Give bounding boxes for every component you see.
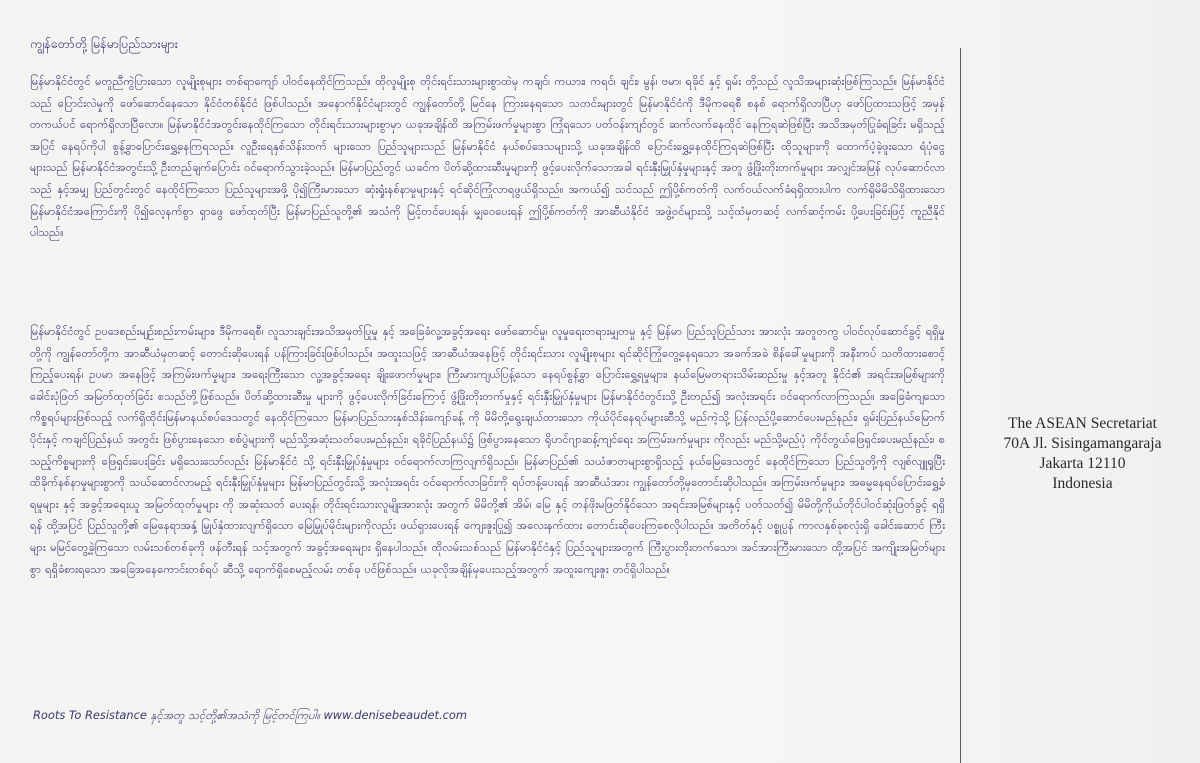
paragraph-1: မြန်မာနိုင်ငံတွင် မတူညီကွဲပြားသော လူမျိုးစုများ တစ်ရာကျော် ပါဝင်နေထိုင်ကြသည်။ ထိုလူမျိုးစု တိုင်းရင်းသားများစွာထဲမှ ကချင်၊ ကယား၊ ကရင်၊ ချင်း၊ မွန်၊ ဗမာ၊ ရခိုင် နှင့် ရှမ်း တို့သည် လူသိအများဆုံးဖြစ်ကြသည်။ မြန်မာနိုင်ငံသည် ပြောင်းလဲမှုကို ဖော်ဆောင်နေသော နိုင်ငံတစ်နိုင်ငံ ဖြစ်ပါသည်။ အနောက်နိုင်ငံများတွင် ကျွန်တော်တို့ မြင်နေ ကြားနေရသော သတင်းများတွင် မြန်မာနိုင်ငံကို ဒီမိုကရေစီ စနစ် ရောက်ရှိလာပြီဟု ဖော်ပြထားသဖြင့် အမှန်တကယ်ပင် ရောက်ရှိလာပြီလော။ မြန်မာနိုင်ငံအတွင်းနေထိုင်ကြသော တိုင်းရင်းသားများစွာမှာ ယခုအချိန်ထိ အကြမ်းဖက်မှုများစွာ ကြုံရသော ပတ်ဝန်းကျင်တွင် ဆက်လက်နေထိုင် နေကြရဆဲဖြစ်ပြီး အသိအမှတ်ပြုခံရခြင်း မရှိသည့်အပြင် နေရပ်ကိုပါ စွန့်ခွာပြောင်းရွှေ့နေကြရသည်။ လူဦးရေနှစ်သိန်းထက် များသော ပြည်သူများသည် မြန်မာနိုင်ငံ နယ်စပ်ဒေသများသို့ ယခုအချိန်ထိ ပြောင်းရွှေ့နေထိုင်ကြရဆဲဖြစ်ပြီး ထိုသူများကို ထောက်ပံ့ခဲ့ဖူးသော ရံပုံငွေများသည် မြန်မာနိုင်ငံအတွင်းသို့ ဦးတည်ချက်ပြောင်း ဝင်ရောက်သွားခဲ့သည်။ မြန်မာပြည်တွင် ယခင်က ပိတ်ဆို့ထားဆီးမှုများကို ဖွင့်ပေးလိုက်သောအခါ ရင်းနှီးမြှုပ်နှံမှုများနှင့် အတူ ဖွံ့ဖြိုးတိုးတက်မှုများ အလျှင်အမြန် လုပ်ဆောင်လာသည် နှင့်အမျှ ပြည်တွင်းတွင် နေထိုင်ကြသော ပြည်သူများအဖို့ ပို၍ကြီးမားသော ဆုံးရှုံးနစ်နာမှုများနှင့် ရင်ဆိုင်ကြုံလာရဖွယ်ရှိသည်။ အကယ်၍ သင်သည် ဤပို့စ်ကတ်ကို လက်ဝယ်လက်ခံရရှိထားပါက လက်ရှိမိမိသိရှိထားသော မြန်မာနိုင်ငံအကြောင်းကို ပို၍လေ့နက်စွာ ရှာဖွေ ဖော်ထုတ်ပြီး မြန်မာပြည်သူတို့၏ အသံကို မြင့်တင်ပေးရန်၊ မျှဝေပေးရန် ဤပို့စ်ကတ်ကို အာဆီယံနိုင်ငံ အဖွဲ့ဝင်များသို့ သင့်ထံမှတဆင့် လက်ဆင့်ကမ်း ပို့ပေးခြင်းဖြင့် ကူညီနိုင်ပါသည်။ (30, 74, 945, 240)
address-line-3: Jakarta 12110 (1039, 455, 1126, 472)
address-line-2: 70A Jl. Sisingamangaraja (1003, 435, 1162, 452)
address-line-1: The ASEAN Secretariat (1008, 415, 1157, 432)
divider-line (960, 48, 961, 763)
signature-line: Roots To Resistance နှင့်အတူ သင့်တို့၏အသံကို မြင့်တင်ကြပါ။ www.denisebeaudet.com (33, 708, 467, 722)
salutation: ကျွန်တော်တို့ မြန်မာပြည်သားများ (30, 36, 179, 51)
paragraph-2: မြန်မာနိုင်ငံတွင် ဥပဒေစည်းမျဉ်းစည်းကမ်းများ၊ ဒီမိုကရေစီ၊ လူသားချင်းအသိအမှတ်ပြုမှု နှင့် အခြေခံလူ့အခွင့်အရေး ဖော်ဆောင်မှု၊ လူမှုရေးတရားမျှတမှု နှင့် မြန်မာ ပြည်သူပြည်သား အားလုံး အတူတကွ ပါဝင်လုပ်ဆောင်ခွင့် ရရှိမှု တို့ကို ကျွန်တော်တို့က အာဆီယံမှတဆင့် တောင်းဆိုပေးရန် ပန်ကြားခြင်းဖြစ်ပါသည်။ အထူးသဖြင့် အာဆီယံအနေဖြင့် တိုင်းရင်းသား လူမျိုးစုများ ရင်ဆိုင်ကြုံတွေ့နေရသော အခက်အခဲ စိန်ခေါ်မှုများကို အနီးကပ် သတိထားစောင့်ကြည့်ပေးရန်၊ ဥပမာ အနေဖြင့် အကြမ်းဖက်မှုများ၊ အရေးကြီးသော လူ့အခွင့်အရေး ချိုးဖောက်မှုများ၊ ကြီးမားကျယ်ပြန့်သော နေရပ်စွန့်ခွာ ပြောင်းရွှေ့ရမှုများ၊ နယ်မြေမတရားသိမ်းဆည်းမှု နှင့်အတူ နိုင်ငံ၏ အရင်းအမြစ်များကို ခေါင်းပုံဖြတ် အမြတ်ထုတ်ခြင်း စသည်တို့ဖြစ်သည်။ ပိတ်ဆို့ထားဆီးမှု များကို ဖွင့်ပေးလိုက်ခြင်းကြောင့် ဖွံ့ဖြိုးတိုးတက်မှုနှင့် ရင်းနှီးမြှုပ်နှံမှုများ မြန်မာနိုင်ငံတွင်းသို့ ဦးတည်၍ အလုံးအရင်း ဝင်ရောက်လာကြသည်။ အခြေခံကျသော ကိစ္စရပ်များဖြစ်သည့် လက်ရှိထိုင်းမြန်မာနယ်စပ်ဒေသတွင် နေထိုင်ကြသော မြန်မာပြည်သားနှစ်သိန်းကျော်ခန့် ကို မိမိတို့ရွေးချယ်ထားသော ကိုယ်ပိုင်နေရပ်များဆီသို့ မည်ကဲ့သို့ ပြန်လည်ပို့ဆောင်ပေးမည်နည်း၊ ရှမ်းပြည်နယ်မြောက်ပိုင်းနှင့် ကချင်ပြည်နယ် အတွင်း ဖြစ်ပွားနေသော စစ်ပွဲများကို မည်သို့အဆုံးသတ်ပေးမည်နည်း၊ ရခိုင်ပြည်နယ်၌ ဖြစ်ပွားနေသော ရိုဟင်ဂျာဆန့်ကျင်ရေး အကြမ်းဖက်မှုများ ကိုလည်း မည်သို့မည်ပုံ ကိုင်တွယ်ဖြေရှင်းပေးမည်နည်း၊ စသည့်ကိစ္စများကို ဖြေရှင်းပေးခြင်း မရှိသေးသော်လည်း မြန်မာနိုင်ငံ သို့ ရင်းနှီးမြှုပ်နှံမှုများ ဝင်ရောက်လာကြလျက်ရှိသည်။ မြန်မာပြည်၏ သယံဇာတများစွာရှိသည့် နယ်မြေဒေသတွင် နေထိုင်ကြသော ပြည်သူတို့ကို လျစ်လျူရှုပြီး ထိခိုက်နစ်နာမှုများစွာကို သယ်ဆောင်လာမည့် ရင်းနှီးမြှုပ်နှံမှုများ မြန်မာပြည်တွင်းသို့ အလုံးအရင်း ဝင်ရောက်လာခြင်းကို ရပ်တန့်ပေးရန် အာဆီယံအား ကျွန်တော်တို့မှတောင်းဆိုပါသည်။ အကြမ်းဖက်မှုများ၊ အဓမ္မနေရပ်ပြောင်းရွှေ့ခံရမှုများ နှင့် အခွင့်အရေးယူ အမြတ်ထုတ်မှုများ ကို အဆုံးသတ် ပေးရန်၊ တိုင်းရင်းသားလူမျိုးအားလုံး အတွက် မိမိတို့၏ အိမ်၊ မြေ နှင့် တန်ဖိုးမဖြတ်နိုင်သော အရင်းအမြစ်များနှင့် ပတ်သတ်၍ မိမိတို့ကိုယ်တိုင်ပါဝင်ဆုံးဖြတ်ခွင့် ရရှိရန် ထို့အပြင် ပြည်သူတို့၏ မြေနေရာအနှံ့ မြှုပ်နှံထားလျက်ရှိသော မြေမြှုပ်မိုင်းများကိုလည်း ဖယ်ရှားပေးရန် ကျေးဇူးပြု၍ အလေးနက်ထား တောင်းဆိုပေးကြစေလိုပါသည်။ အတိတ်နှင့် ပစ္စုပ္ပန် ကာလနှစ်ခုစလုံးရှိ ခေါင်းဆောင် ကြီးများ မမြင်တွေ့ခဲ့ကြသော လမ်းသစ်တစ်ခုကို ဖန်တီးရန် သင့်အတွက် အခွင့်အရေးများ ရှိနေပါသည်။ ထိုလမ်းသစ်သည် မြန်မာနိုင်ငံနှင့် ပြည်သူများအတွက် ကြီးပွားတိုးတက်သော၊ အင်အားကြီးမားသော ထို့အပြင် အကျိုးအမြတ်များစွာ ရရှိခံစားရသော အခြေအနေကောင်းတစ်ရပ် ဆီသို့ ရောက်ရှိစေမည့်လမ်း တစ်ခု ပင်ဖြစ်သည်။ ယခုလိုအချိန်မှပေးသည့်အတွက် အထူးကျေးဇူး တင်ရှိပါသည်။ (30, 324, 945, 576)
recipient-address (965, 414, 1200, 494)
address-line-4: Indonesia (1052, 475, 1113, 492)
letter-body (30, 34, 945, 686)
